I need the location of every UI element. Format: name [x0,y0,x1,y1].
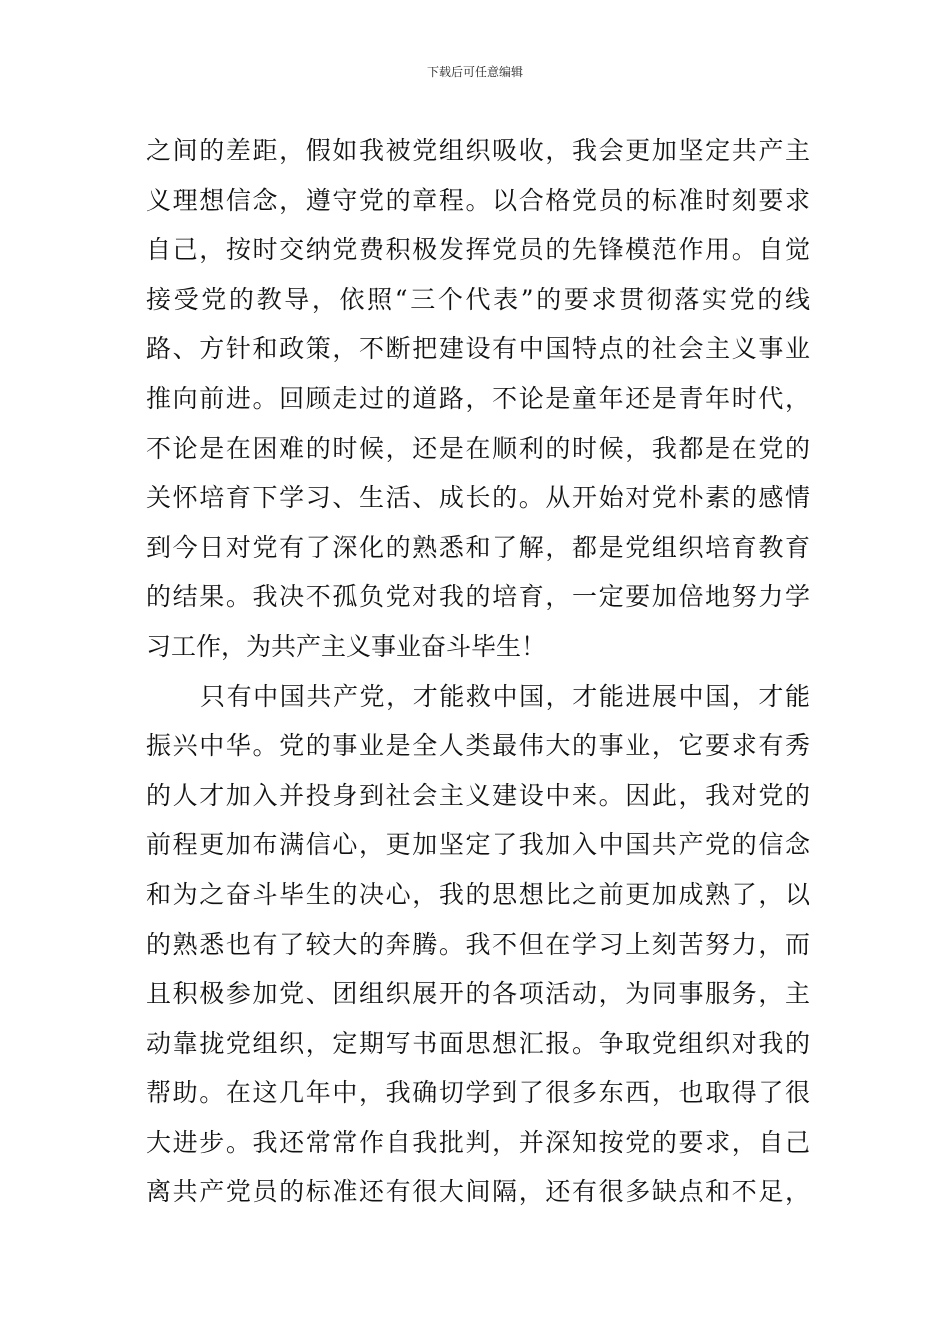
page-header: 下载后可任意编辑 [426,65,523,79]
paragraph-2 [146,672,810,1218]
text-line: 只有中国共产党，才能救中国，才能进展中国，才能 [200,681,810,711]
text-line: 的人才加入并投身到社会主义建设中来。因此，我对党的 [146,780,810,810]
text-line: 且积极参加党、团组织展开的各项活动，为同事服务，主 [146,979,810,1009]
text-line: 习工作，为共产主义事业奋斗毕生！ [146,631,547,661]
text-line: 振兴中华。党的事业是全人类最伟大的事业，它要求有秀 [146,731,810,761]
text-line: 不论是在困难的时候，还是在顺利的时候，我都是在党的 [146,433,810,463]
text-line: 的结果。我决不孤负党对我的培育，一定要加倍地努力学 [146,582,810,612]
text-line: 动靠拢党组织，定期写书面思想汇报。争取党组织对我的 [146,1028,810,1058]
text-line: 帮助。在这几年中，我确切学到了很多东西，也取得了很 [146,1078,810,1108]
paragraph-1 [146,126,810,672]
text-line: 推向前进。回顾走过的道路，不论是童年还是青年时代， [146,383,810,413]
text-line: 离共产党员的标准还有很大间隔，还有很多缺点和不足， [146,1177,810,1207]
text-line: 大进步。我还常常作自我批判，并深知按党的要求，自己 [146,1127,810,1157]
text-line: 关怀培育下学习、生活、成长的。从开始对党朴素的感情 [146,483,810,513]
text-line: 义理想信念，遵守党的章程。以合格党员的标准时刻要求 [146,185,810,215]
text-line: 接受党的教导，依照“三个代表”的要求贯彻落实党的线 [146,284,810,314]
text-line: 路、方针和政策，不断把建设有中国特点的社会主义事业 [146,334,810,364]
text-line: 前程更加布满信心，更加坚定了我加入中国共产党的信念 [146,830,810,860]
text-line: 自己，按时交纳党费积极发挥党员的先锋模范作用。自觉 [146,235,810,265]
text-line: 到今日对党有了深化的熟悉和了解，都是党组织培育教育 [146,532,810,562]
text-line: 的熟悉也有了较大的奔腾。我不但在学习上刻苦努力，而 [146,929,810,959]
text-line: 和为之奋斗毕生的决心，我的思想比之前更加成熟了，以 [146,879,810,909]
document-body [146,126,810,1217]
text-line: 之间的差距，假如我被党组织吸收，我会更加坚定共产主 [146,136,810,165]
